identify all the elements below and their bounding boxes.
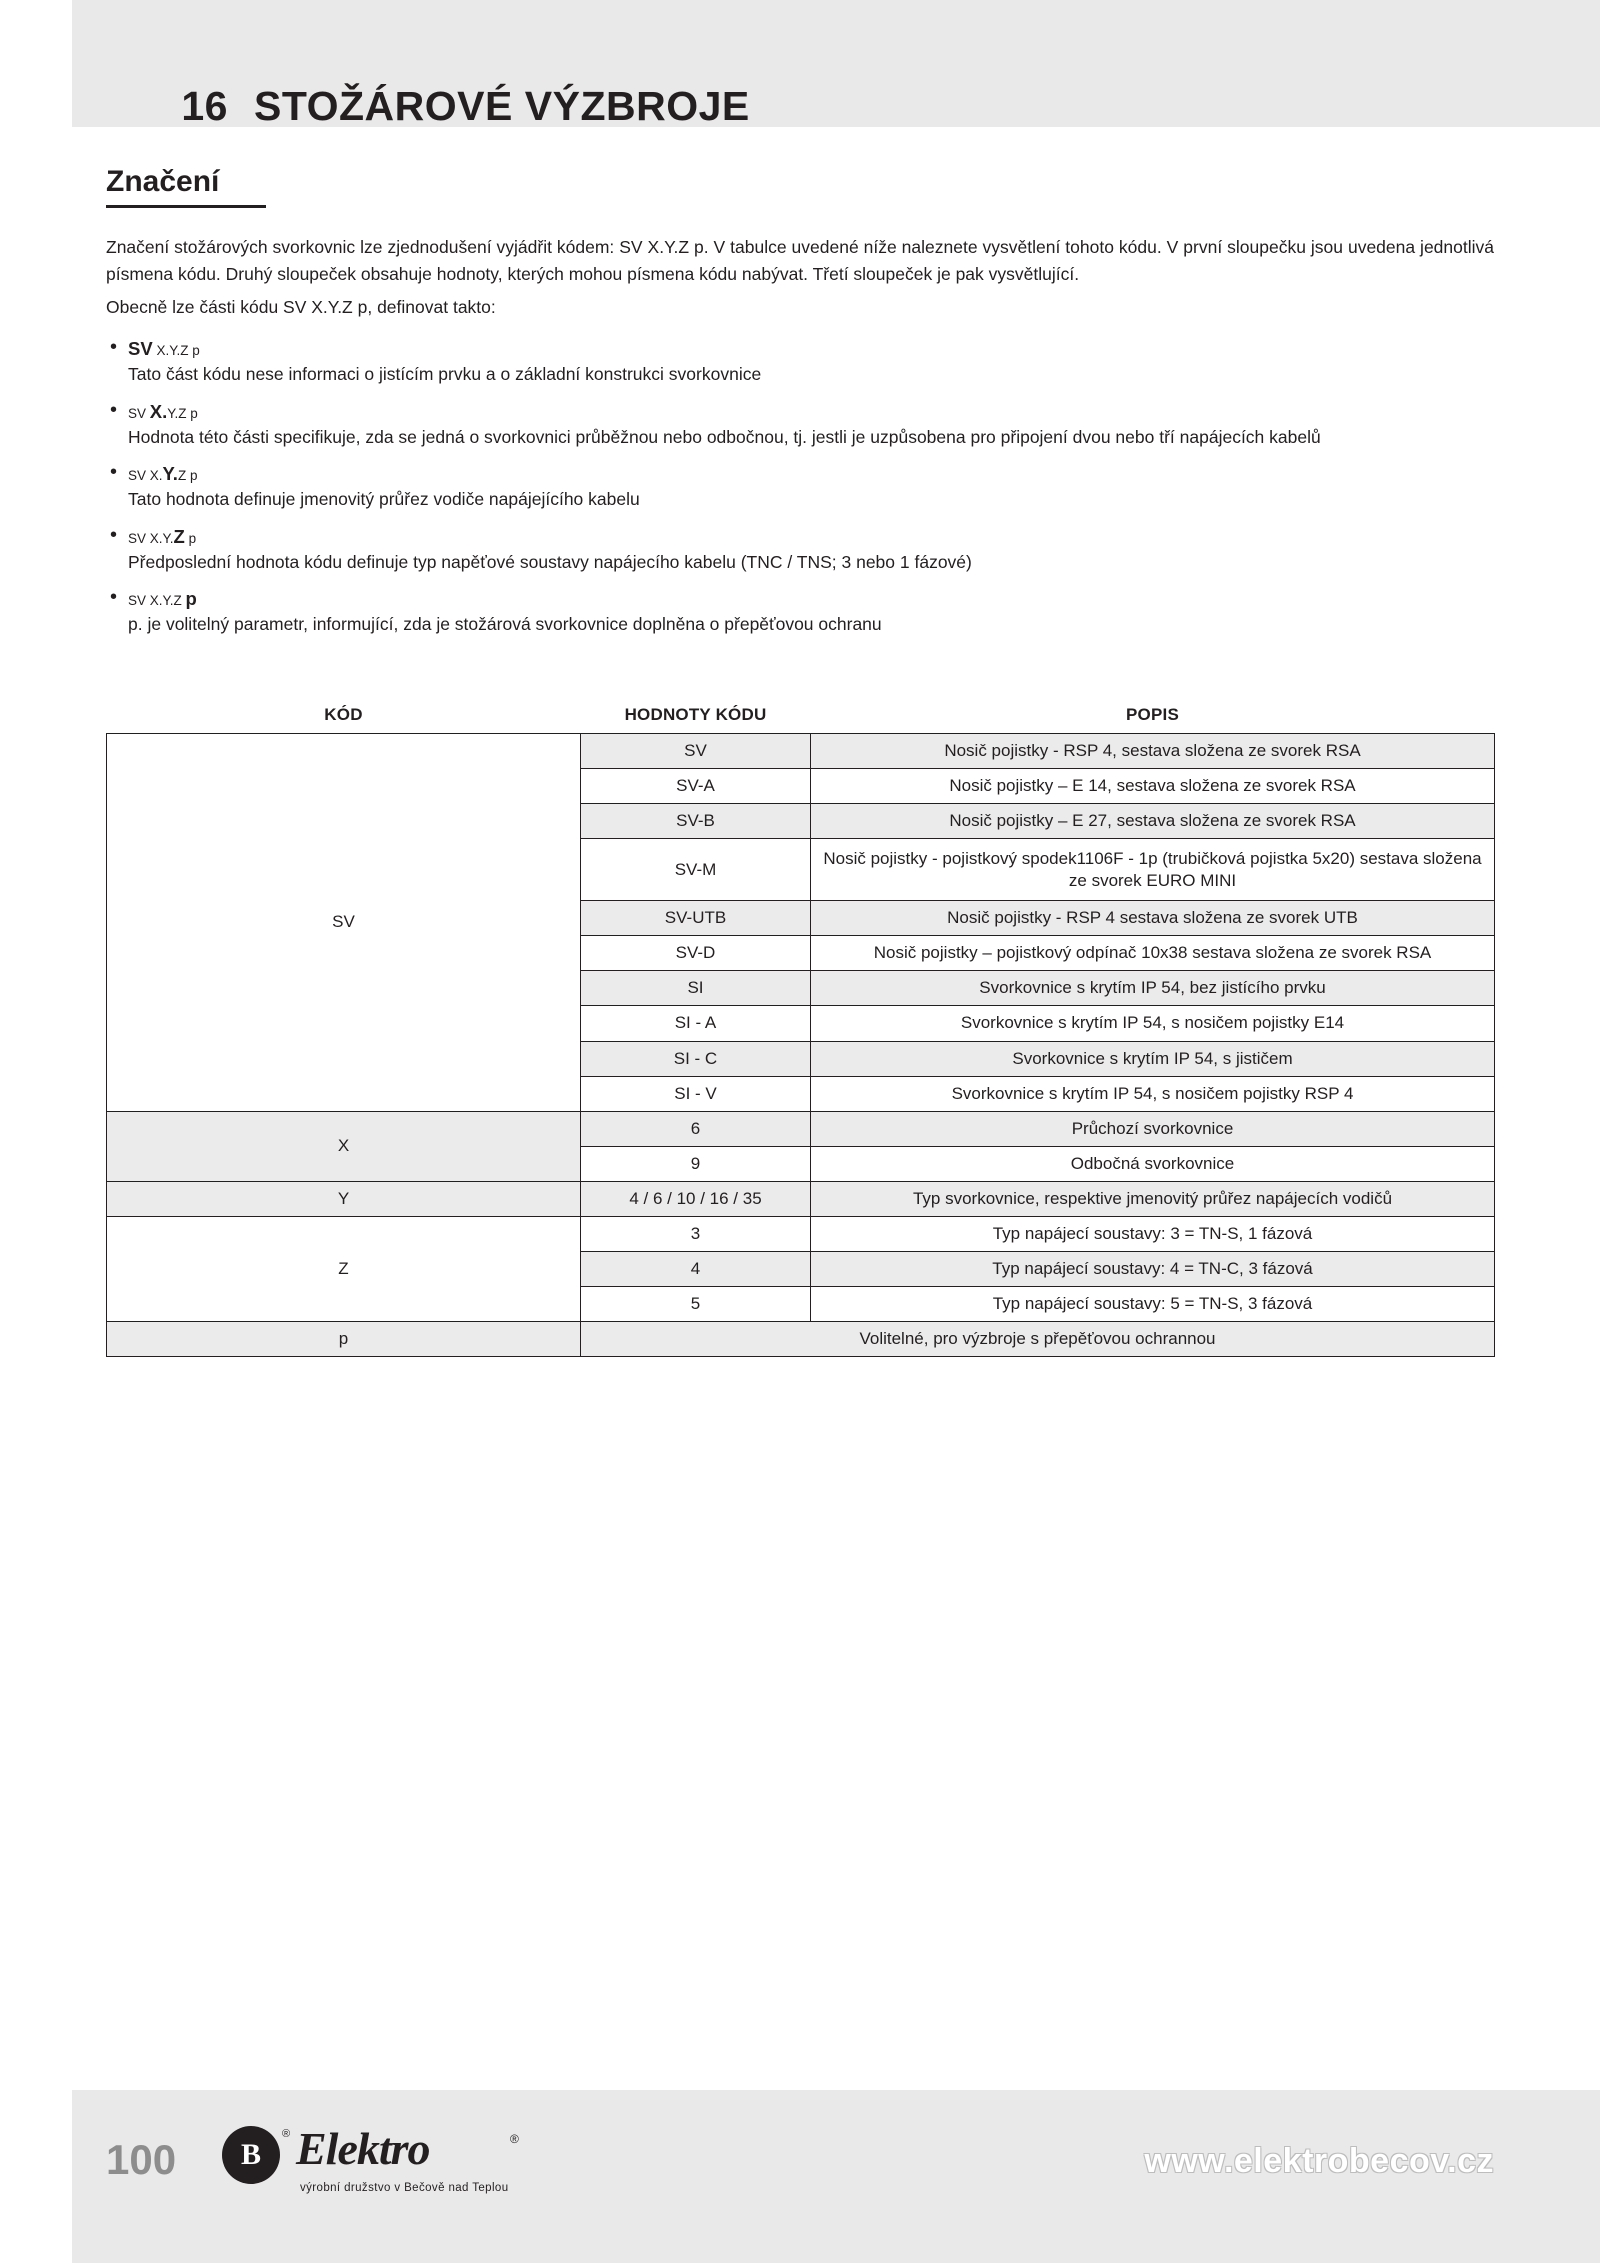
code-value: 4: [581, 1252, 811, 1287]
table-header-row: [107, 701, 1495, 734]
code-part-pre: SV X.Y.Z: [128, 593, 186, 609]
chapter-title: STOŽÁROVÉ VÝZBROJE: [253, 83, 750, 129]
code-part-description: Tato hodnota definuje jmenovitý průřez vodiče napájejícího kabelu: [128, 489, 640, 510]
code-description: Odbočná svorkovnice: [811, 1146, 1495, 1181]
code-description: Typ napájecí soustavy: 4 = TN-C, 3 fázová: [811, 1252, 1495, 1287]
code-value: SV: [581, 733, 811, 768]
company-logo: [222, 2120, 542, 2220]
page-number: 100: [106, 2136, 177, 2183]
registered-mark-icon-2: ®: [510, 2132, 519, 2146]
code-part-rest: X.Y.Z p: [152, 343, 200, 359]
chapter-number: 16: [181, 83, 228, 129]
group-code-sv: SV: [107, 733, 581, 1111]
code-part-head: [128, 400, 1494, 424]
code-value: SV-A: [581, 768, 811, 803]
chapter-header-band: [0, 0, 1600, 127]
code-description: Svorkovnice s krytím IP 54, bez jistícího prvku: [811, 971, 1495, 1006]
column-header-description: POPIS: [1126, 704, 1179, 724]
code-value: SV-B: [581, 804, 811, 839]
code-value: 5: [581, 1287, 811, 1322]
intro-paragraph-1: Značení stožárových svorkovnic lze zjednodušení vyjádřit kódem: SV X.Y.Z p. V tabulce uvedené níže naleznete vysvětlení tohoto kódu. V první sloupečku jsou uvedena jednotlivá písmena kódu. Druhý sloupeček obsahuje hodnoty, kterých mohou písmena kódu nabývat. Třetí sloupeček je pak vysvětlující.: [106, 237, 1494, 285]
code-values-table: [106, 701, 1495, 1358]
code-value: SI: [581, 971, 811, 1006]
code-part-bold: Y.: [162, 463, 178, 485]
logo-subtitle: výrobní družstvo v Bečově nad Teplou: [300, 2182, 509, 2194]
code-part-description: Tato část kódu nese informaci o jistícím prvku a o základní konstrukci svorkovnice: [128, 364, 762, 385]
title-underline: [106, 205, 266, 208]
group-code-y: Y: [107, 1181, 581, 1216]
intro-paragraph-2: Obecně lze části kódu SV X.Y.Z p, definovat takto:: [106, 297, 496, 318]
code-part-pre: SV X.Y.: [128, 530, 174, 546]
code-part-head: [128, 525, 1494, 549]
table-row: [107, 733, 1495, 768]
code-part-head: [128, 587, 1494, 611]
code-description: Nosič pojistky – pojistkový odpínač 10x38 sestava složena ze svorek RSA: [811, 936, 1495, 971]
page-content: [106, 165, 1494, 1357]
list-item: [106, 587, 1494, 637]
logo-badge-icon: B: [222, 2126, 280, 2184]
code-part-bold: SV: [128, 338, 153, 360]
code-value: SV-UTB: [581, 901, 811, 936]
registered-mark-icon: ®: [282, 2128, 291, 2140]
code-value: SI - A: [581, 1006, 811, 1041]
group-code-x: X: [107, 1111, 581, 1181]
code-description: Nosič pojistky - RSP 4 sestava složena ze svorek UTB: [811, 901, 1495, 936]
table-row: [107, 1181, 1495, 1216]
column-header-values: HODNOTY KÓDU: [624, 704, 767, 724]
code-value: 9: [581, 1146, 811, 1181]
code-description: Nosič pojistky - RSP 4, sestava složena ze svorek RSA: [811, 733, 1495, 768]
code-description: Nosič pojistky – E 27, sestava složena ze svorek RSA: [811, 804, 1495, 839]
code-description: Volitelné, pro výzbroje s přepěťovou ochrannou: [581, 1322, 1495, 1357]
logo-wordmark: Elektro: [296, 2123, 430, 2174]
code-description: Svorkovnice s krytím IP 54, s jističem: [811, 1041, 1495, 1076]
code-value: 6: [581, 1111, 811, 1146]
page-title: Značení: [106, 165, 220, 198]
code-value: SI - V: [581, 1076, 811, 1111]
code-description: Typ napájecí soustavy: 5 = TN-S, 3 fázová: [811, 1287, 1495, 1322]
code-part-bold: Z: [173, 525, 185, 547]
code-description: Svorkovnice s krytím IP 54, s nosičem pojistky E14: [811, 1006, 1495, 1041]
code-value: SI - C: [581, 1041, 811, 1076]
chapter-heading: [110, 36, 750, 177]
column-header-code: KÓD: [324, 704, 363, 724]
code-description: Nosič pojistky – E 14, sestava složena ze svorek RSA: [811, 768, 1495, 803]
code-part-description: Předposlední hodnota kódu definuje typ napěťové soustavy napájecího kabelu (TNC / TNS; 3 nebo 1 fázové): [128, 551, 972, 572]
code-value: SV-D: [581, 936, 811, 971]
table-row: [107, 1111, 1495, 1146]
group-code-p: p: [107, 1322, 581, 1357]
code-value: 4 / 6 / 10 / 16 / 35: [581, 1181, 811, 1216]
code-part-pre: SV: [128, 405, 150, 421]
code-value: SV-M: [581, 839, 811, 901]
table-row: [107, 1217, 1495, 1252]
code-value: 3: [581, 1217, 811, 1252]
code-part-pre: SV X.: [128, 468, 163, 484]
footer-website[interactable]: www.elektrobecov.cz: [1144, 2142, 1494, 2180]
table-row: [107, 1322, 1495, 1357]
code-part-bold: p: [185, 588, 197, 610]
code-part-head: [128, 462, 1494, 486]
list-item: [106, 462, 1494, 512]
code-parts-list: [106, 337, 1494, 637]
code-part-description: p. je volitelný parametr, informující, zda je stožárová svorkovnice doplněna o přepěťovou ochranu: [128, 614, 882, 635]
group-code-z: Z: [107, 1217, 581, 1322]
list-item: [106, 337, 1494, 387]
code-description: Typ napájecí soustavy: 3 = TN-S, 1 fázová: [811, 1217, 1495, 1252]
code-description: Průchozí svorkovnice: [811, 1111, 1495, 1146]
code-part-rest: Y.Z p: [167, 405, 198, 421]
code-part-rest: p: [184, 530, 197, 546]
code-part-head: [128, 337, 1494, 361]
code-part-description: Hodnota této části specifikuje, zda se jedná o svorkovnici průběžnou nebo odbočnou, tj. jestli je uzpůsobena pro připojení dvou nebo tří napájecích kabelů: [128, 426, 1321, 447]
list-item: [106, 525, 1494, 575]
footer-left-margin: [0, 2090, 72, 2263]
left-margin-strip: [0, 0, 72, 2263]
code-part-rest: Z p: [177, 468, 198, 484]
code-description: Nosič pojistky - pojistkový spodek1106F - 1p (trubičková pojistka 5x20) sestava složena ze svorek EURO MINI: [811, 839, 1495, 901]
code-part-bold: X.: [149, 400, 168, 422]
code-description: Typ svorkovnice, respektive jmenovitý průřez napájecích vodičů: [811, 1181, 1495, 1216]
code-description: Svorkovnice s krytím IP 54, s nosičem pojistky RSP 4: [811, 1076, 1495, 1111]
list-item: [106, 400, 1494, 450]
